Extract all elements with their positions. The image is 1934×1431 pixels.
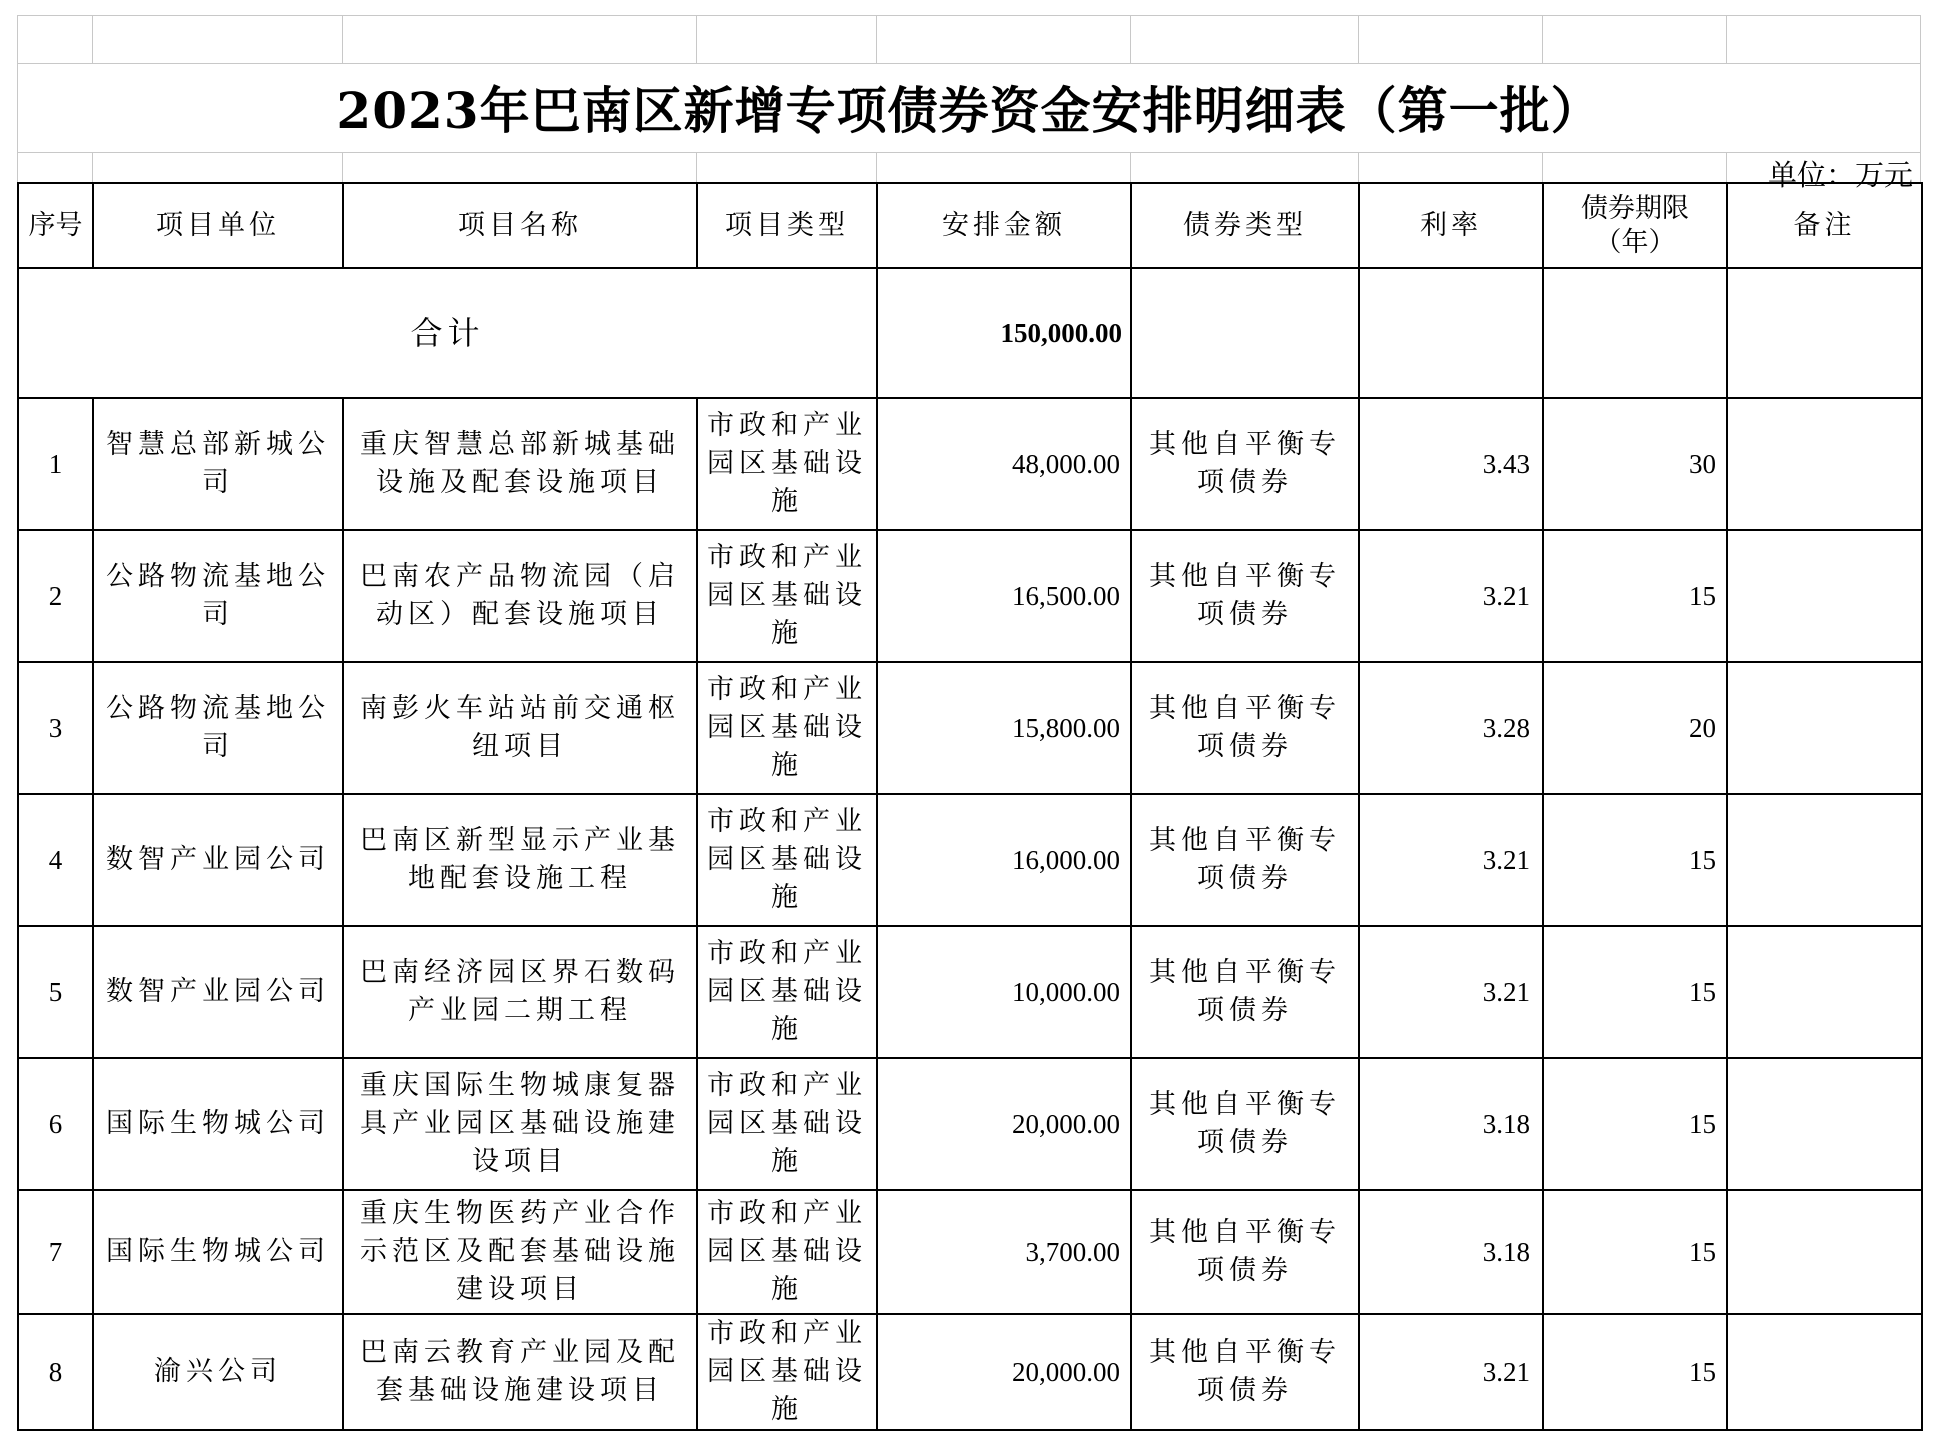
- cell-project-type: 市政和产业园区基础设施: [697, 662, 877, 794]
- cell-project-name: 巴南云教育产业园及配套基础设施建设项目: [343, 1314, 697, 1430]
- header-project-name: 项目名称: [343, 183, 697, 268]
- cell-project-unit: 公路物流基地公司: [93, 662, 343, 794]
- header-unit: 项目单位: [93, 183, 343, 268]
- header-row: [18, 183, 1922, 268]
- cell-term: 30: [1543, 398, 1727, 530]
- cell-amount: 48,000.00: [877, 398, 1131, 530]
- cell-project-name: 巴南农产品物流园（启动区）配套设施项目: [343, 530, 697, 662]
- header-term: 债券期限（年）: [1543, 183, 1727, 268]
- cell-project-unit: 渝兴公司: [93, 1314, 343, 1430]
- cell-rate: 3.21: [1359, 530, 1543, 662]
- cell-bond-type: 其他自平衡专项债券: [1131, 1058, 1359, 1190]
- cell-project-unit: 智慧总部新城公司: [93, 398, 343, 530]
- cell-project-name: 巴南经济园区界石数码产业园二期工程: [343, 926, 697, 1058]
- cell-project-type: 市政和产业园区基础设施: [697, 398, 877, 530]
- cell-bond-type: 其他自平衡专项债券: [1131, 398, 1359, 530]
- total-rate: [1359, 268, 1543, 398]
- table-row: [18, 1058, 1922, 1190]
- cell-term: 15: [1543, 926, 1727, 1058]
- cell-term: 15: [1543, 530, 1727, 662]
- header-amount: 安排金额: [877, 183, 1131, 268]
- cell-amount: 20,000.00: [877, 1314, 1131, 1430]
- table-row: [18, 530, 1922, 662]
- cell-seq: 6: [18, 1058, 93, 1190]
- cell-seq: 5: [18, 926, 93, 1058]
- cell-project-unit: 国际生物城公司: [93, 1058, 343, 1190]
- cell-bond-type: 其他自平衡专项债券: [1131, 794, 1359, 926]
- cell-project-type: 市政和产业园区基础设施: [697, 926, 877, 1058]
- table-row: [18, 1190, 1922, 1314]
- cell-term: 15: [1543, 1314, 1727, 1430]
- table-title: 2023年巴南区新增专项债券资金安排明细表（第一批）: [336, 81, 1602, 140]
- header-bond-type: 债券类型: [1131, 183, 1359, 268]
- cell-remark: [1727, 794, 1922, 926]
- cell-project-unit: 公路物流基地公司: [93, 530, 343, 662]
- cell-seq: 4: [18, 794, 93, 926]
- cell-remark: [1727, 1314, 1922, 1430]
- total-term: [1543, 268, 1727, 398]
- cell-remark: [1727, 398, 1922, 530]
- cell-amount: 3,700.00: [877, 1190, 1131, 1314]
- cell-project-type: 市政和产业园区基础设施: [697, 1314, 877, 1430]
- cell-term: 15: [1543, 1058, 1727, 1190]
- table-row: [18, 398, 1922, 530]
- total-amount: 150,000.00: [877, 268, 1131, 398]
- header-remark: 备注: [1727, 183, 1922, 268]
- cell-bond-type: 其他自平衡专项债券: [1131, 662, 1359, 794]
- cell-project-type: 市政和产业园区基础设施: [697, 794, 877, 926]
- cell-rate: 3.21: [1359, 1314, 1543, 1430]
- cell-amount: 10,000.00: [877, 926, 1131, 1058]
- cell-amount: 16,000.00: [877, 794, 1131, 926]
- cell-rate: 3.18: [1359, 1058, 1543, 1190]
- cell-project-type: 市政和产业园区基础设施: [697, 1190, 877, 1314]
- header-project-type: 项目类型: [697, 183, 877, 268]
- total-label: 合计: [18, 268, 877, 398]
- cell-rate: 3.28: [1359, 662, 1543, 794]
- header-seq: 序号: [18, 183, 93, 268]
- table-row: [18, 1314, 1922, 1430]
- cell-rate: 3.21: [1359, 926, 1543, 1058]
- unit-label: 单位：万元: [1767, 157, 1913, 192]
- cell-rate: 3.43: [1359, 398, 1543, 530]
- cell-term: 15: [1543, 1190, 1727, 1314]
- header-rate: 利率: [1359, 183, 1543, 268]
- cell-project-name: 重庆国际生物城康复器具产业园区基础设施建设项目: [343, 1058, 697, 1190]
- total-bond-type: [1131, 268, 1359, 398]
- cell-rate: 3.21: [1359, 794, 1543, 926]
- cell-project-unit: 数智产业园公司: [93, 926, 343, 1058]
- cell-term: 15: [1543, 794, 1727, 926]
- table-row: [18, 662, 1922, 794]
- table-row: [18, 926, 1922, 1058]
- cell-seq: 7: [18, 1190, 93, 1314]
- cell-project-name: 重庆智慧总部新城基础设施及配套设施项目: [343, 398, 697, 530]
- table-row: [18, 794, 1922, 926]
- cell-remark: [1727, 530, 1922, 662]
- cell-bond-type: 其他自平衡专项债券: [1131, 1314, 1359, 1430]
- bond-allocation-table: [17, 182, 1923, 1431]
- cell-bond-type: 其他自平衡专项债券: [1131, 530, 1359, 662]
- cell-seq: 1: [18, 398, 93, 530]
- cell-project-unit: 国际生物城公司: [93, 1190, 343, 1314]
- cell-amount: 20,000.00: [877, 1058, 1131, 1190]
- total-row: [18, 268, 1922, 398]
- cell-seq: 2: [18, 530, 93, 662]
- cell-remark: [1727, 926, 1922, 1058]
- cell-seq: 3: [18, 662, 93, 794]
- cell-project-type: 市政和产业园区基础设施: [697, 530, 877, 662]
- cell-rate: 3.18: [1359, 1190, 1543, 1314]
- cell-seq: 8: [18, 1314, 93, 1430]
- cell-bond-type: 其他自平衡专项债券: [1131, 926, 1359, 1058]
- cell-project-name: 重庆生物医药产业合作示范区及配套基础设施建设项目: [343, 1190, 697, 1314]
- cell-amount: 16,500.00: [877, 530, 1131, 662]
- cell-term: 20: [1543, 662, 1727, 794]
- cell-remark: [1727, 1058, 1922, 1190]
- cell-amount: 15,800.00: [877, 662, 1131, 794]
- cell-project-unit: 数智产业园公司: [93, 794, 343, 926]
- cell-bond-type: 其他自平衡专项债券: [1131, 1190, 1359, 1314]
- cell-remark: [1727, 662, 1922, 794]
- cell-project-name: 南彭火车站站前交通枢纽项目: [343, 662, 697, 794]
- cell-project-name: 巴南区新型显示产业基地配套设施工程: [343, 794, 697, 926]
- total-remark: [1727, 268, 1922, 398]
- cell-remark: [1727, 1190, 1922, 1314]
- spreadsheet: [17, 15, 1921, 1425]
- cell-project-type: 市政和产业园区基础设施: [697, 1058, 877, 1190]
